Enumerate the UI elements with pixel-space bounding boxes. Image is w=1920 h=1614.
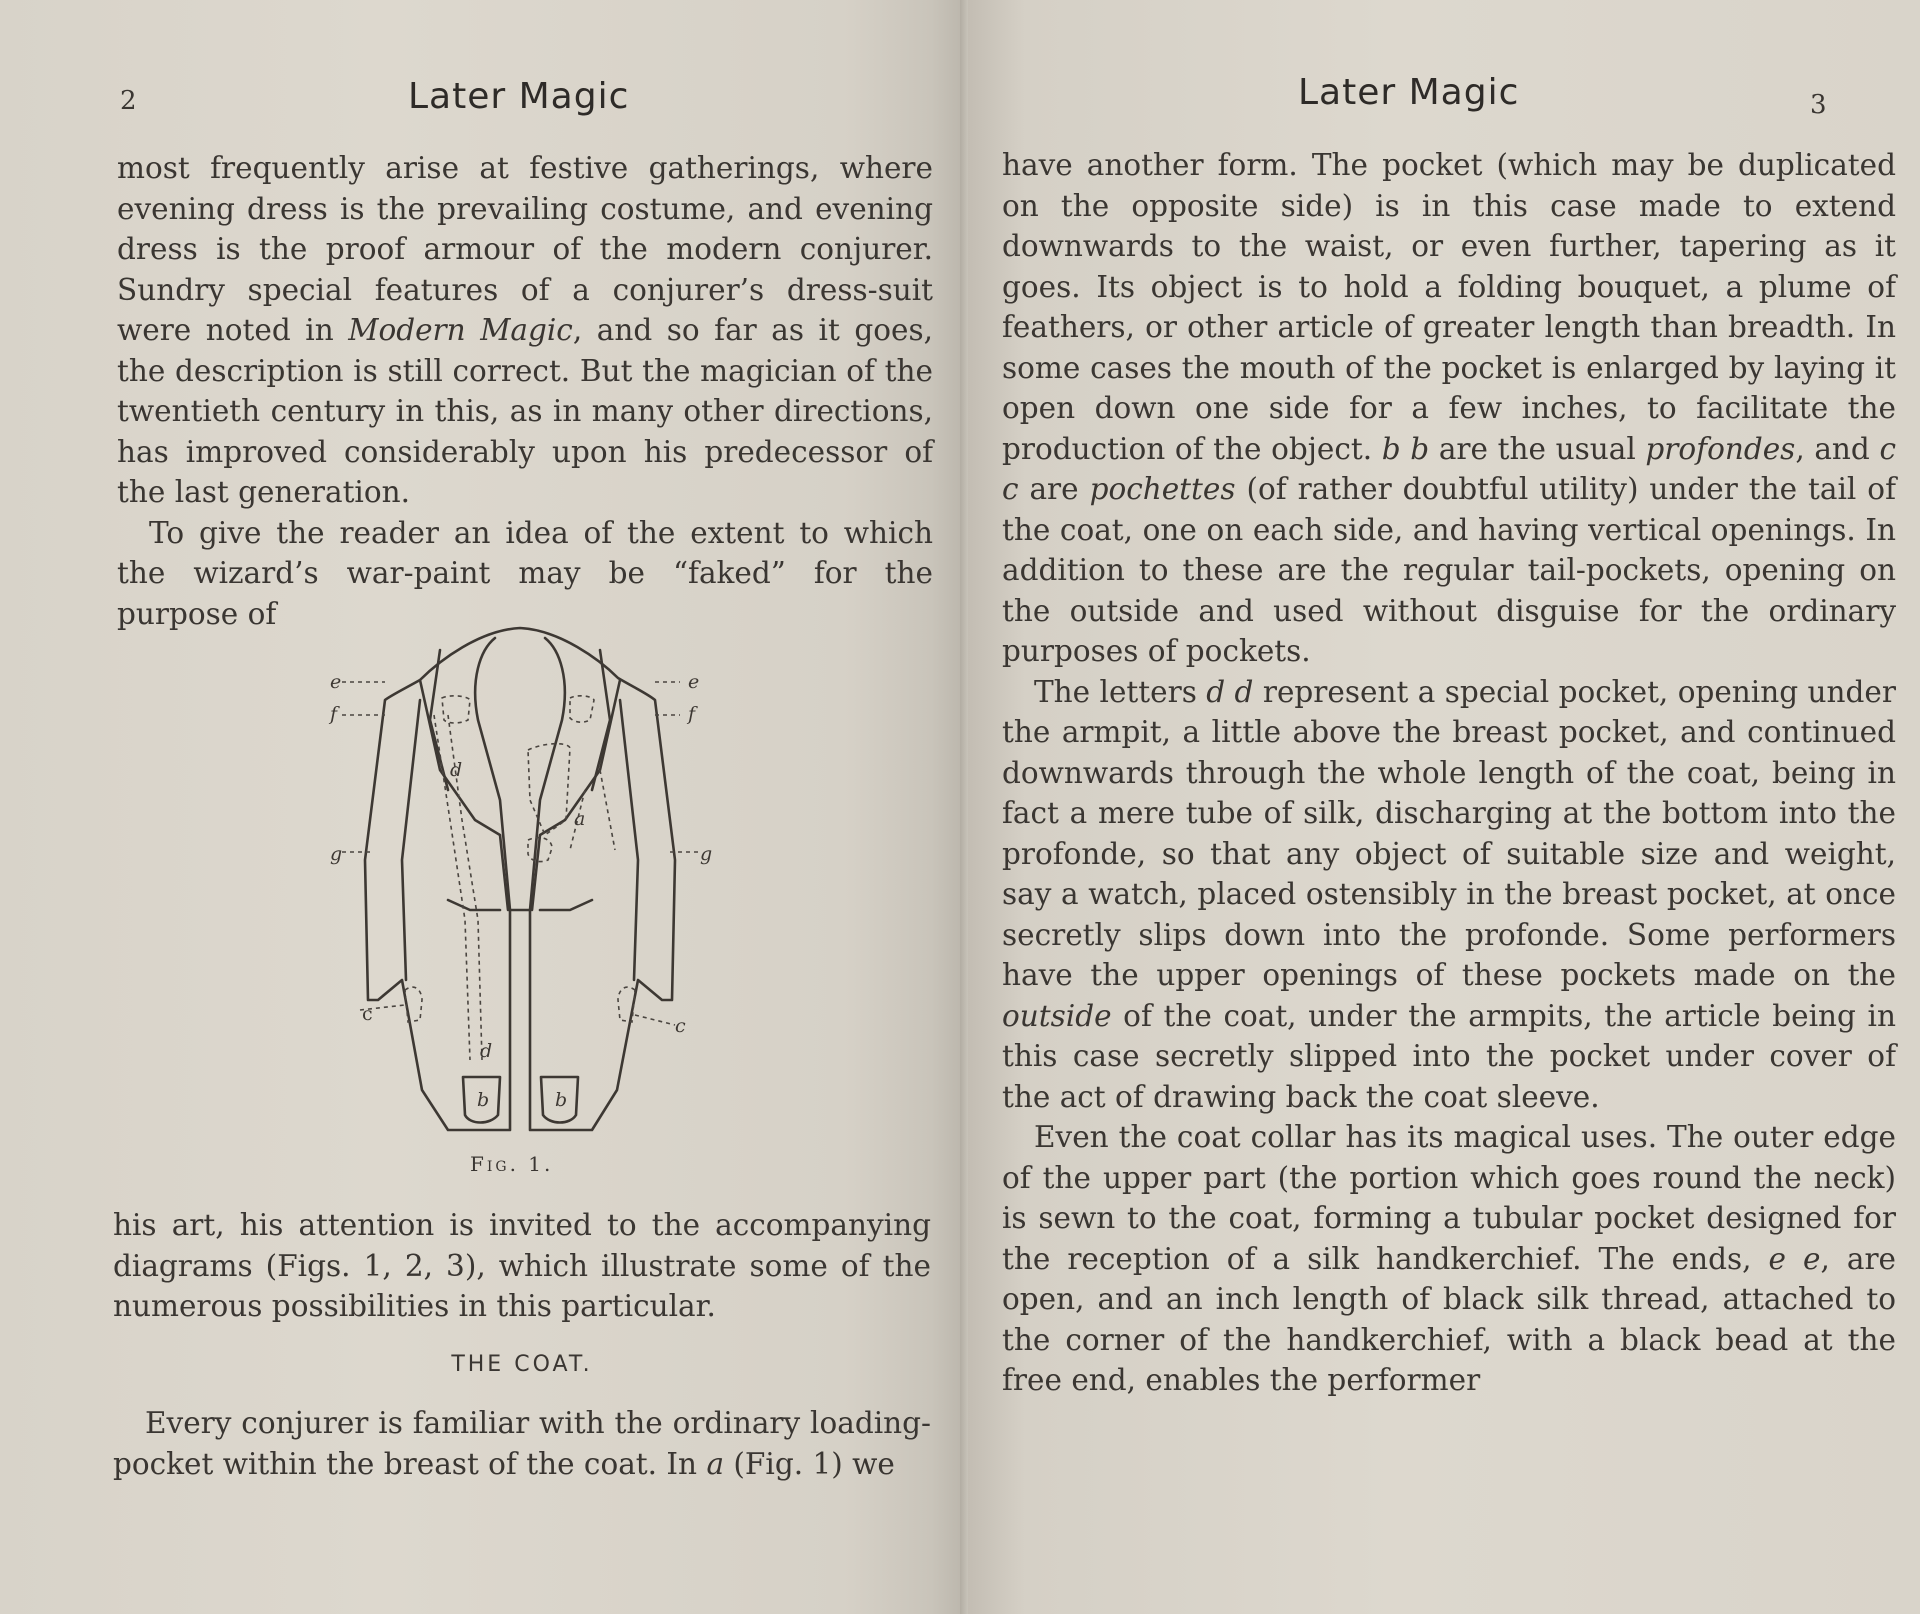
label-c-right: c: [675, 1015, 686, 1037]
label-g-right: g: [700, 843, 713, 865]
paragraph: Every conjurer is familiar with the ordinary loading-pocket within the breast of the coat. In a (Fig. 1) we: [113, 1406, 931, 1481]
text-block-bottom: [113, 1205, 931, 1484]
label-e-right: e: [688, 671, 700, 693]
coat-illustration: [330, 620, 713, 1180]
paragraph: The letters d d represent a special pocket, opening under the armpit, a little above the breast pocket, and continued downwards through the whole length of the coat, being in fact a mere tube of silk, discharging at the bottom into the profonde, so that any object of suitable size and weight, say a watch, placed ostensibly in the breast pocket, at once secretly slips down into the profonde. Some performers have the upper openings of these pockets made on the outside of the coat, under the armpits, the article being in this case secretly slipped into the pocket under cover of the act of drawing back the coat sleeve.: [1002, 674, 1896, 1114]
label-a: a: [574, 808, 586, 830]
book-gutter: [960, 0, 968, 1614]
label-f-left: f: [330, 703, 338, 725]
label-b-left: b: [477, 1089, 490, 1111]
paragraph: his art, his attention is invited to the accompanying diagrams (Figs. 1, 2, 3), which illustrate some of the numerous possibilities in this particular.: [113, 1208, 931, 1323]
label-e-left: e: [330, 671, 342, 693]
page-number: 2: [120, 86, 137, 116]
right-page: [968, 0, 1920, 1614]
label-c-left: c: [362, 1003, 373, 1025]
label-b-right: b: [555, 1089, 568, 1111]
figure-caption: Fig. 1.: [470, 1152, 554, 1176]
running-head: Later Magic: [408, 76, 630, 117]
label-f-right: f: [688, 703, 696, 725]
running-head: Later Magic: [1298, 72, 1520, 113]
label-d-upper: d: [450, 759, 463, 781]
paragraph: have another form. The pocket (which may be duplicated on the opposite side) is in this case made to extend downwards to the waist, or even further, tapering as it goes. Its object is to hold a folding bouquet, a plume of feathers, or other article of greater length than breadth. In some cases the mouth of the pocket is enlarged by laying it open down one side for a few inches, to facilitate the production of the object. b b are the usual profondes, and c c are pochettes (of rather doubtful utility) under the tail of the coat, one on each side, and having vertical openings. In addition to these are the regular tail-pockets, opening on the outside and used without disguise for the ordinary purposes of pockets.: [1002, 148, 1896, 668]
label-g-left: g: [330, 843, 343, 865]
paragraph: To give the reader an idea of the extent to which the wizard’s war-paint may be “faked” for the purpose of: [117, 515, 933, 631]
section-heading: THE COAT.: [451, 1351, 593, 1377]
text-block: [1002, 145, 1896, 1401]
label-d-lower: d: [480, 1040, 493, 1062]
coat-diagram: [330, 620, 713, 1180]
paragraph: most frequently arise at festive gatherings, where evening dress is the prevailing costume, and evening dress is the proof armour of the modern conjurer. Sundry special features of a conjurer’s dress-suit were noted in Modern Magic, and so far as it goes, the description is still correct. But the magician of the twentieth century in this, as in many other directions, has improved considerably upon his predecessor of the last generation.: [117, 151, 933, 509]
paragraph: Even the coat collar has its magical uses. The outer edge of the upper part (the portion which goes round the neck) is sewn to the coat, forming a tubular pocket designed for the reception of a silk handkerchief. The ends, e e, are open, and an inch length of black silk thread, attached to the corner of the handkerchief, with a black bead at the free end, enables the performer: [1002, 1120, 1896, 1397]
page-number: 3: [1810, 90, 1827, 120]
text-block-top: [117, 148, 933, 634]
